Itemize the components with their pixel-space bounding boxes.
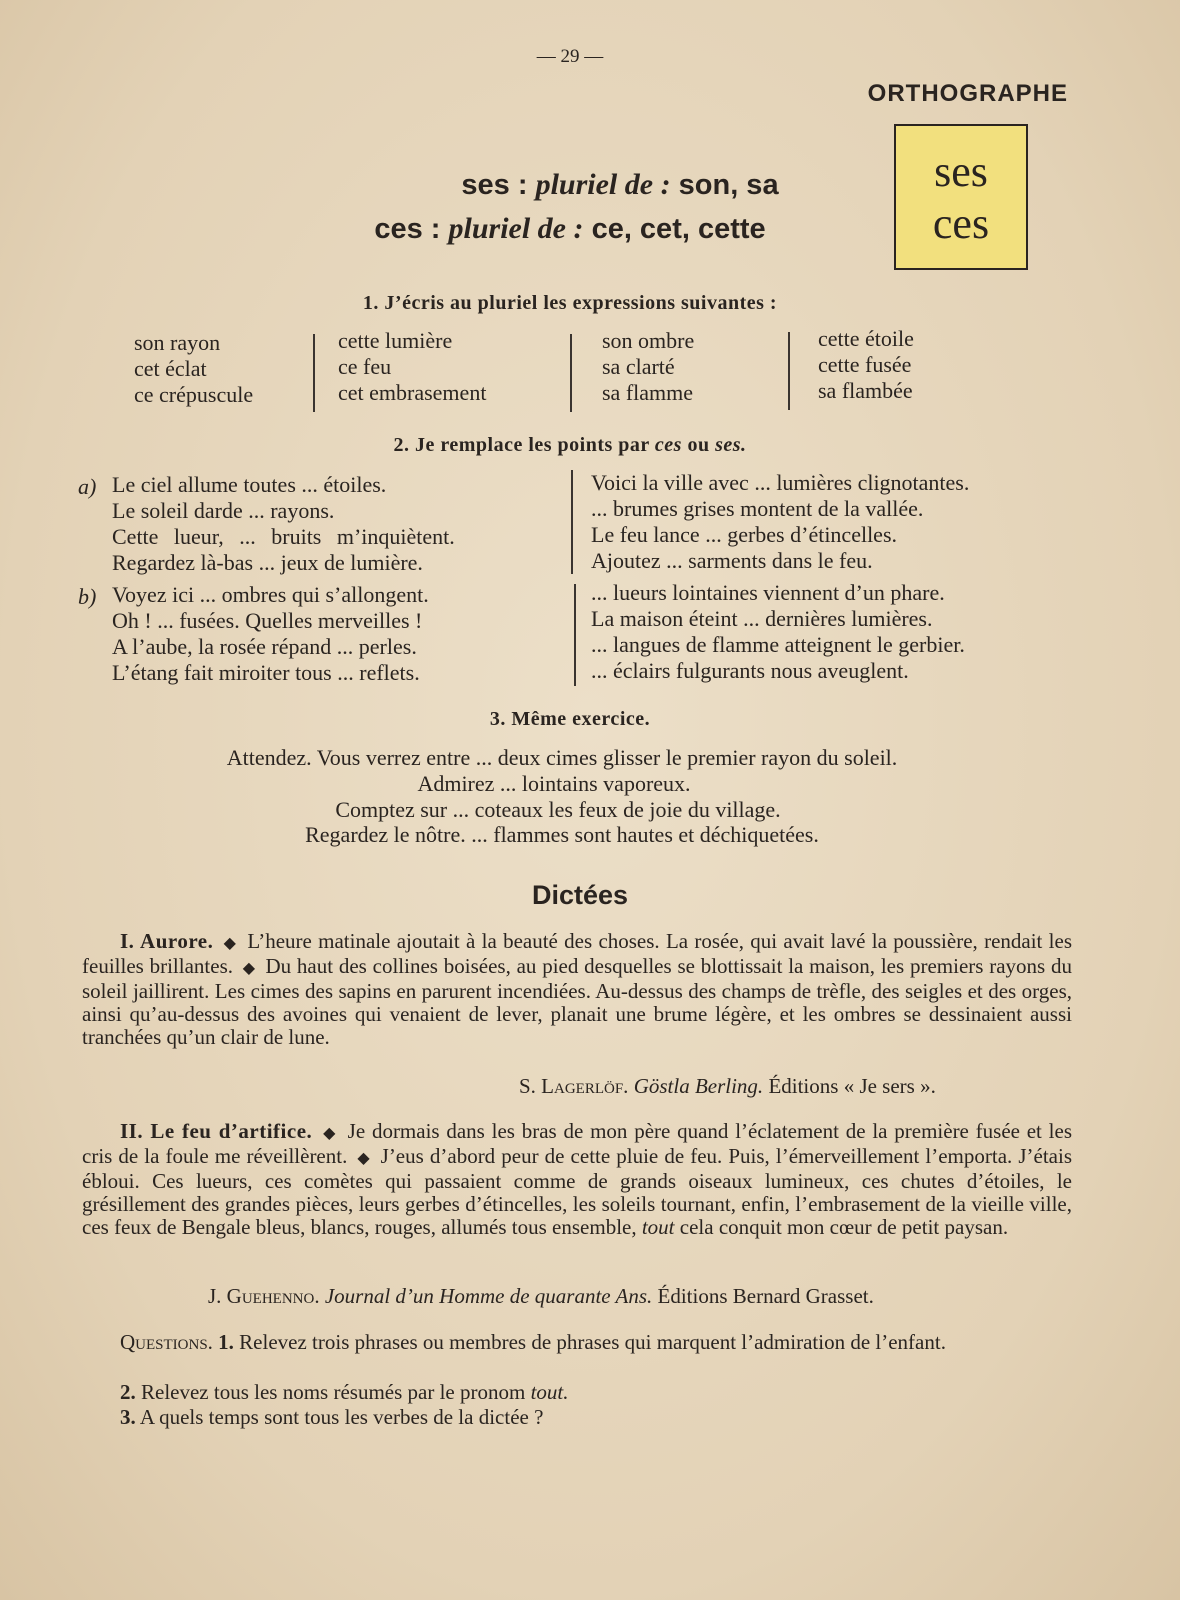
ex2-sentence: La maison éteint ... dernières lumières. bbox=[591, 606, 933, 631]
rule-forms-son-sa: son, sa bbox=[678, 169, 779, 201]
ex1-item: cette fusée bbox=[818, 352, 912, 377]
ex3-line: Regardez le nôtre. ... flammes sont hautes et déchiquetées. bbox=[305, 822, 819, 847]
ex2-title-text: 2. Je remplace les points par bbox=[393, 434, 650, 456]
ex1-item: cet éclat bbox=[134, 356, 207, 381]
box-ces: ces bbox=[932, 199, 990, 248]
ex1-column-1 bbox=[134, 330, 253, 408]
ex2-sentence: L’étang fait miroiter tous ... reflets. bbox=[112, 660, 420, 685]
dictee-1-text: L’heure matinale ajoutait à la beauté des choses. La rosée, qui avait lavé la poussière, rendait les feuilles brillantes. bbox=[82, 929, 1072, 978]
ex2-sentence: Voici la ville avec ... lumières clignotantes. bbox=[591, 470, 970, 495]
ex2-title-ou: ou bbox=[687, 434, 710, 456]
ex1-item: sa flambée bbox=[818, 378, 913, 403]
diamond-icon: ◆ bbox=[357, 1150, 371, 1167]
column-divider bbox=[570, 334, 572, 412]
label-a: a) bbox=[78, 474, 97, 499]
question-1 bbox=[82, 1330, 1072, 1355]
ex2-a-right bbox=[591, 470, 969, 574]
source-title: Göstla Berling. bbox=[633, 1074, 764, 1098]
ex2-sentence: Le ciel allume toutes ... étoiles. bbox=[112, 472, 387, 497]
exercise-2-title bbox=[0, 434, 1140, 457]
ex2-sentence: Cette lueur, ... bruits m’inquiètent. bbox=[112, 524, 455, 549]
ex1-item: sa flamme bbox=[602, 380, 694, 405]
questions-label: Questions. bbox=[120, 1330, 213, 1354]
ex2-sentence: Le feu lance ... gerbes d’étincelles. bbox=[591, 522, 898, 547]
ex2-sentence: ... langues de flamme atteignent le gerbier. bbox=[591, 632, 965, 657]
ex1-item: cette étoile bbox=[818, 326, 914, 351]
ex3-line: Attendez. Vous verrez entre ... deux cimes glisser le premier rayon du soleil. bbox=[226, 745, 898, 770]
rule-word-ses: ses : bbox=[461, 169, 528, 201]
question-3 bbox=[120, 1405, 1110, 1430]
ex2-b-right bbox=[591, 580, 965, 684]
dictee-1-text: Du haut des collines boisées, au pied desquelles se blottissait la maison, les premiers rayons du soleil jaillirent. Les cimes des sapins en parurent incendiées. Au-dessus des champs de trèfle, des seigles et des orges, ainsi qu’au-dessus des avoines qui venaient de lever, planait une brume légère, et les ombres se dessinaient aussi tranchées qu’un clair de lune. bbox=[82, 954, 1073, 1049]
ex2-sentence: Ajoutez ... sarments dans le feu. bbox=[591, 548, 873, 573]
rule-forms-ce-cet-cette: ce, cet, cette bbox=[591, 213, 766, 245]
source-title: Journal d’un Homme de quarante Ans. bbox=[324, 1284, 653, 1308]
ex2-sentence: Regardez là-bas ... jeux de lumière. bbox=[112, 550, 423, 575]
dictee-2-text: Je dormais dans les bras de mon père quand l’éclatement de la première fusée et les cris de la foule me réveillèrent. bbox=[82, 1119, 1072, 1168]
question-text: Relevez tous les noms résumés par le pronom bbox=[141, 1380, 526, 1404]
diamond-icon: ◆ bbox=[242, 960, 256, 977]
ex2-sentence: ... éclairs fulgurants nous aveuglent. bbox=[591, 658, 909, 683]
dictee-2 bbox=[82, 1120, 1072, 1239]
dictee-2-text: cela conquit mon cœur de petit paysan. bbox=[679, 1215, 1009, 1239]
dictee-2-text: J’eus d’abord peur de cette pluie de feu. Puis, l’émerveillement l’emporta. J’étais ébloui. Ces lueurs, ces comètes qui passaient comme de grands oiseaux lumineux, ces chutes d’étoiles, le grésillement des grandes pièces, leurs gerbes d’étincelles, les soleils tournant, enfin, l’embrasement de la vieille ville, ces feux de Bengale bleus, blancs, rouges, allumés tous ensemble, bbox=[82, 1144, 1072, 1239]
ex2-title-ces: ces bbox=[654, 434, 682, 456]
rule-pluriel-de: pluriel de : bbox=[448, 212, 584, 245]
ex2-sentence: Voyez ici ... ombres qui s’allongent. bbox=[112, 582, 429, 607]
ex1-item: son ombre bbox=[602, 328, 695, 353]
column-divider bbox=[574, 584, 576, 686]
ex3-line: Admirez ... lointains vaporeux. bbox=[417, 771, 691, 796]
ex1-column-2 bbox=[338, 328, 486, 406]
source-author: J. Guehenno. bbox=[208, 1284, 320, 1308]
diamond-icon: ◆ bbox=[223, 935, 238, 952]
ex1-item: sa clarté bbox=[602, 354, 675, 379]
section-title: ORTHOGRAPHE bbox=[867, 80, 1068, 107]
question-number: 1. bbox=[218, 1330, 234, 1354]
ex2-sentence: Oh ! ... fusées. Quelles merveilles ! bbox=[112, 608, 423, 633]
question-2 bbox=[120, 1380, 1110, 1405]
dictee-2-source bbox=[208, 1284, 874, 1309]
source-publisher: Éditions « Je sers ». bbox=[768, 1074, 936, 1098]
dictee-1 bbox=[82, 930, 1072, 1049]
dictees-title: Dictées bbox=[531, 880, 629, 910]
ex2-sentence: ... lueurs lointaines viennent d’un phare. bbox=[591, 580, 945, 605]
ex2-sentence: ... brumes grises montent de la vallée. bbox=[591, 496, 924, 521]
ex1-item: cet embrasement bbox=[338, 380, 487, 405]
diamond-icon: ◆ bbox=[323, 1125, 337, 1142]
question-emphasis: tout. bbox=[530, 1380, 569, 1404]
column-divider bbox=[788, 332, 790, 410]
ex3-line: Comptez sur ... coteaux les feux de joie du village. bbox=[335, 797, 781, 822]
column-divider bbox=[571, 470, 573, 574]
dictee-1-title: I. Aurore. bbox=[120, 929, 214, 953]
ex1-item: son rayon bbox=[134, 330, 221, 355]
ex1-column-3 bbox=[602, 328, 694, 406]
source-publisher: Éditions Bernard Grasset. bbox=[657, 1284, 874, 1308]
page-number: — 29 — bbox=[536, 46, 604, 67]
question-number: 3. bbox=[120, 1405, 136, 1429]
dictee-2-title: II. Le feu d’artifice. bbox=[120, 1119, 313, 1143]
ex2-a-left bbox=[112, 472, 556, 576]
exercise-1-title: 1. J’écris au pluriel les expressions suivantes : bbox=[362, 292, 778, 314]
ex2-sentence: Le soleil darde ... rayons. bbox=[112, 498, 335, 523]
dictee-2-emphasis: tout bbox=[641, 1215, 675, 1239]
column-divider bbox=[313, 334, 315, 412]
ex1-item: ce crépuscule bbox=[134, 382, 254, 407]
question-number: 2. bbox=[120, 1380, 136, 1404]
ex2-sentence: A l’aube, la rosée répand ... perles. bbox=[112, 634, 417, 659]
label-b: b) bbox=[78, 584, 97, 609]
dictee-1-source bbox=[519, 1074, 936, 1099]
question-text: Relevez trois phrases ou membres de phrases qui marquent l’admiration de l’enfant. bbox=[239, 1330, 946, 1354]
exercise-3-title: 3. Même exercice. bbox=[489, 708, 651, 730]
ex1-item: ce feu bbox=[338, 354, 392, 379]
question-text: A quels temps sont tous les verbes de la dictée ? bbox=[139, 1405, 544, 1429]
source-author: S. Lagerlöf. bbox=[519, 1074, 629, 1098]
ses-ces-box bbox=[894, 124, 1028, 270]
ex2-b-left bbox=[112, 582, 556, 686]
ex1-column-4 bbox=[818, 326, 914, 404]
rule-word-ces: ces : bbox=[374, 213, 441, 245]
box-ses: ses bbox=[934, 147, 988, 196]
ex1-item: cette lumière bbox=[338, 328, 453, 353]
rule-pluriel-de: pluriel de : bbox=[535, 168, 671, 201]
ex2-title-ses: ses. bbox=[715, 434, 747, 456]
